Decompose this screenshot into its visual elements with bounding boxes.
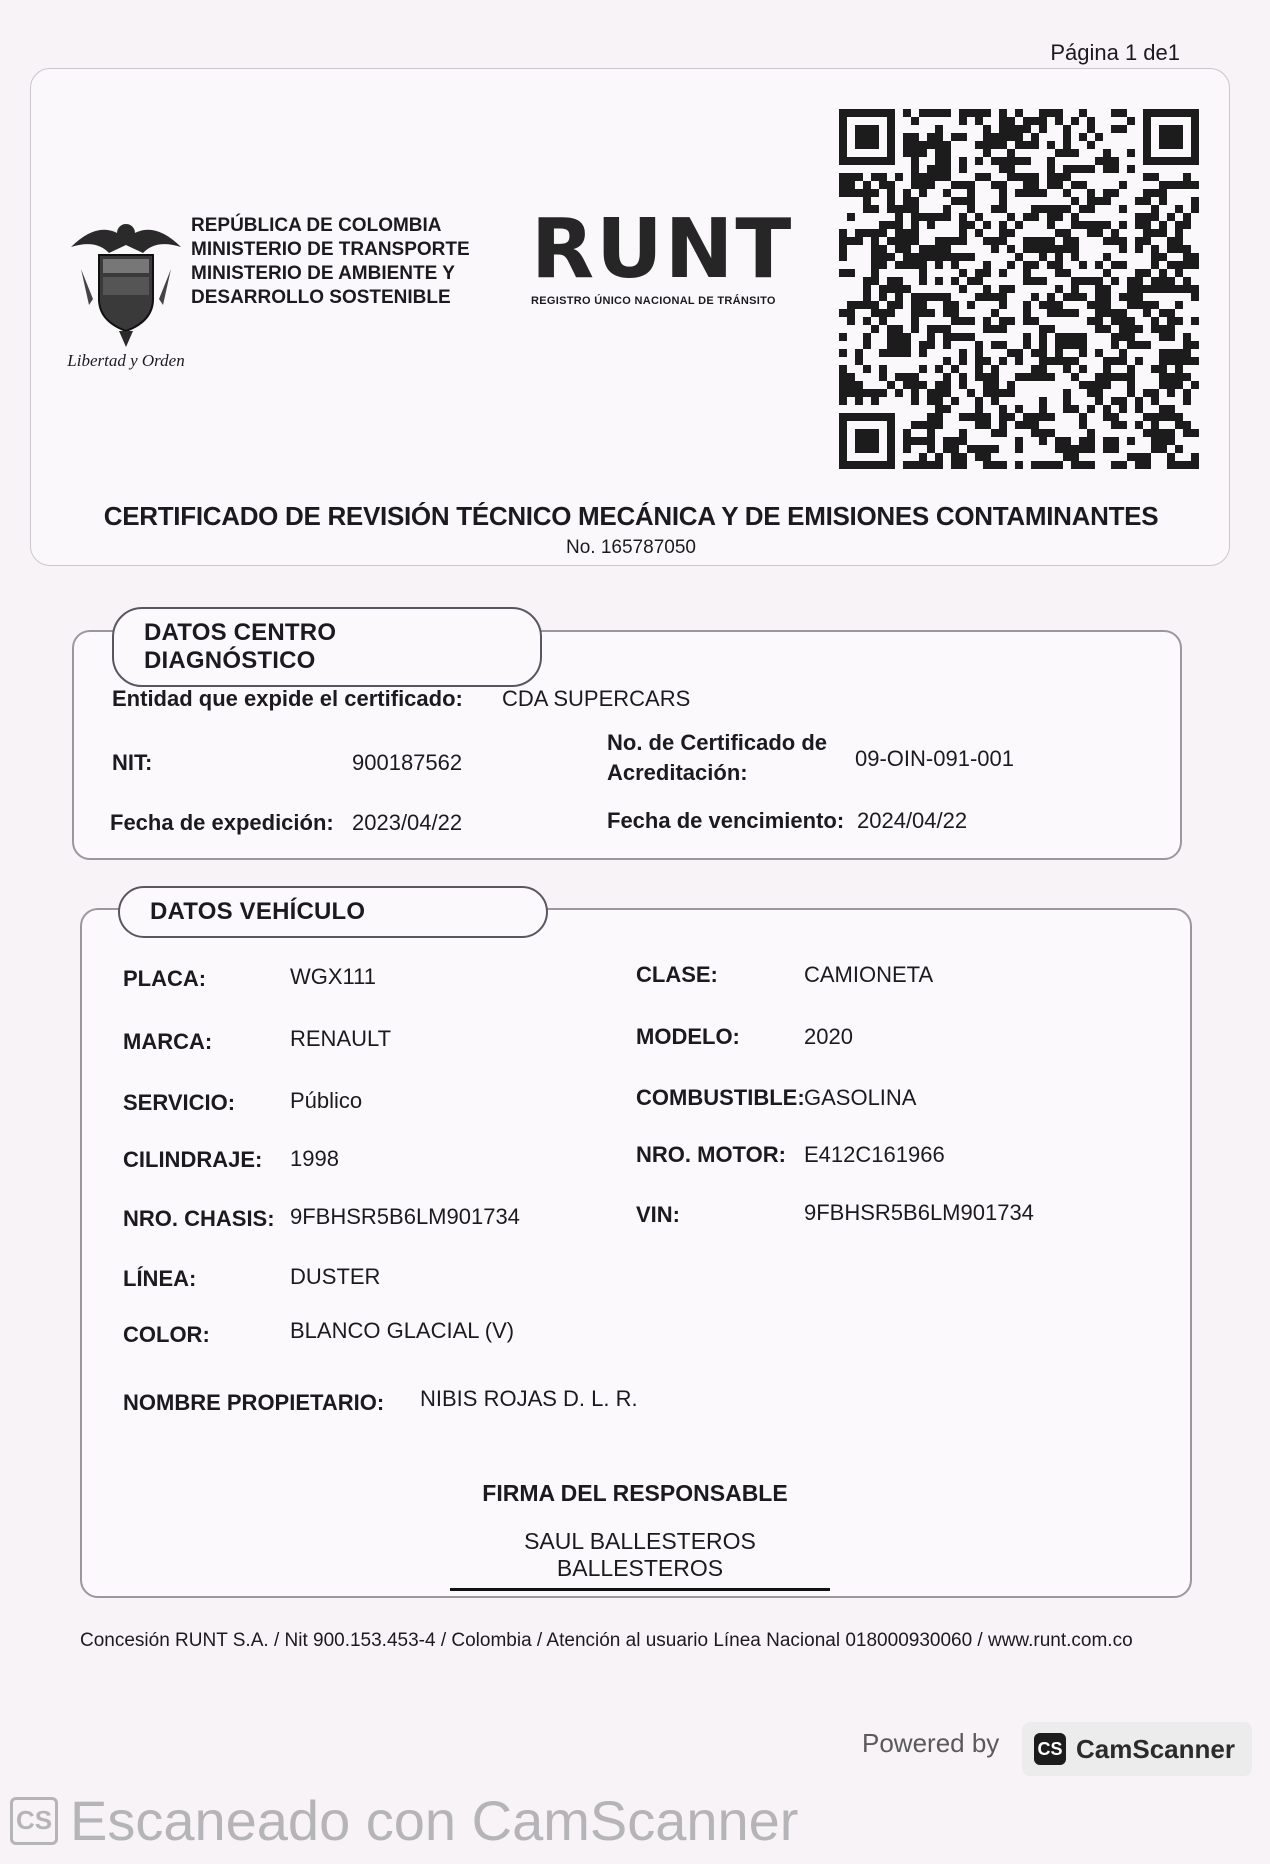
gov-line: REPÚBLICA DE COLOMBIA [191, 215, 442, 236]
clase-value: CAMIONETA [804, 962, 934, 987]
servicio-value: Público [290, 1088, 363, 1113]
entidad-value: CDA SUPERCARS [502, 686, 691, 711]
vin-label: VIN: [636, 1202, 680, 1227]
gov-line: MINISTERIO DE AMBIENTE Y [191, 263, 455, 284]
certificate-number: No. 165787050 [566, 537, 696, 558]
powered-by-text: Powered by [862, 1728, 1000, 1758]
acreditacion-label-2: Acreditación: [607, 760, 748, 785]
servicio-label: SERVICIO: [123, 1090, 236, 1115]
motor-value: E412C161966 [804, 1142, 945, 1167]
clase-label: CLASE: [636, 962, 718, 987]
modelo-label: MODELO: [636, 1024, 740, 1049]
camscanner-brand: CamScanner [1076, 1733, 1235, 1764]
expedicion-label: Fecha de expedición: [110, 810, 334, 835]
vencimiento-label: Fecha de vencimiento: [607, 808, 845, 833]
coat-of-arms-icon [61, 209, 191, 349]
vin-value: 9FBHSR5B6LM901734 [804, 1200, 1034, 1225]
motor-label: NRO. MOTOR: [636, 1142, 786, 1167]
camscanner-badge [1022, 1722, 1252, 1776]
acreditacion-label-1: No. de Certificado de [607, 730, 828, 755]
government-lines [191, 214, 470, 310]
nit-value: 900187562 [352, 750, 463, 775]
gov-line: MINISTERIO DE TRANSPORTE [191, 239, 470, 260]
runt-title: RUNT [531, 202, 794, 297]
gov-line: DESARROLLO SOSTENIBLE [191, 287, 451, 308]
color-label: COLOR: [123, 1322, 210, 1347]
linea-label: LÍNEA: [123, 1266, 197, 1291]
signature-name: SAUL BALLESTEROS BALLESTEROS [450, 1528, 830, 1591]
placa-label: PLACA: [123, 966, 207, 991]
nit-label: NIT: [112, 750, 153, 775]
coat-of-arms [61, 209, 191, 369]
acreditacion-value: 09-OIN-091-001 [855, 746, 1014, 771]
certificate-header [30, 68, 1230, 566]
placa-value: WGX111 [290, 964, 376, 989]
camscanner-small-icon: CS [10, 1797, 58, 1845]
propietario-label: NOMBRE PROPIETARIO: [123, 1390, 385, 1415]
color-value: BLANCO GLACIAL (V) [290, 1318, 515, 1343]
certificate-title: CERTIFICADO DE REVISIÓN TÉCNICO MECÁNICA Y DE EMISIONES CONTAMINANTES [103, 501, 1159, 531]
expedicion-value: 2023/04/22 [352, 810, 463, 835]
chasis-value: 9FBHSR5B6LM901734 [290, 1204, 520, 1229]
marca-label: MARCA: [123, 1029, 213, 1054]
combustible-label: COMBUSTIBLE: [636, 1085, 805, 1110]
linea-value: DUSTER [290, 1264, 381, 1289]
entidad-label: Entidad que expide el certificado: [112, 686, 463, 711]
propietario-value: NIBIS ROJAS D. L. R. [420, 1386, 638, 1411]
chasis-label: NRO. CHASIS: [123, 1206, 275, 1231]
diagnostic-center-title: DATOS CENTRO DIAGNÓSTICO [112, 607, 542, 687]
vehicle-section-title: DATOS VEHÍCULO [118, 886, 548, 938]
page-number: Página 1 de1 [1050, 40, 1180, 65]
combustible-value: GASOLINA [804, 1085, 917, 1110]
footer-text: Concesión RUNT S.A. / Nit 900.153.453-4 / Colombia / Atención al usuario Línea Nacional 018000930060 / www.runt.com.co [80, 1630, 1133, 1651]
signature-title: FIRMA DEL RESPONSABLE [482, 1480, 788, 1506]
runt-logo [531, 202, 794, 307]
scanned-watermark [10, 1788, 798, 1853]
motto: Libertad y Orden [67, 351, 185, 370]
qr-code[interactable] [839, 109, 1199, 469]
cilindraje-value: 1998 [290, 1146, 339, 1171]
cilindraje-label: CILINDRAJE: [123, 1147, 263, 1172]
marca-value: RENAULT [290, 1026, 392, 1051]
modelo-value: 2020 [804, 1024, 853, 1049]
vencimiento-value: 2024/04/22 [857, 808, 968, 833]
camscanner-icon: CS [1034, 1733, 1066, 1765]
scanned-text: Escaneado con CamScanner [70, 1789, 799, 1852]
runt-subtitle: REGISTRO ÚNICO NACIONAL DE TRÁNSITO [531, 295, 776, 307]
